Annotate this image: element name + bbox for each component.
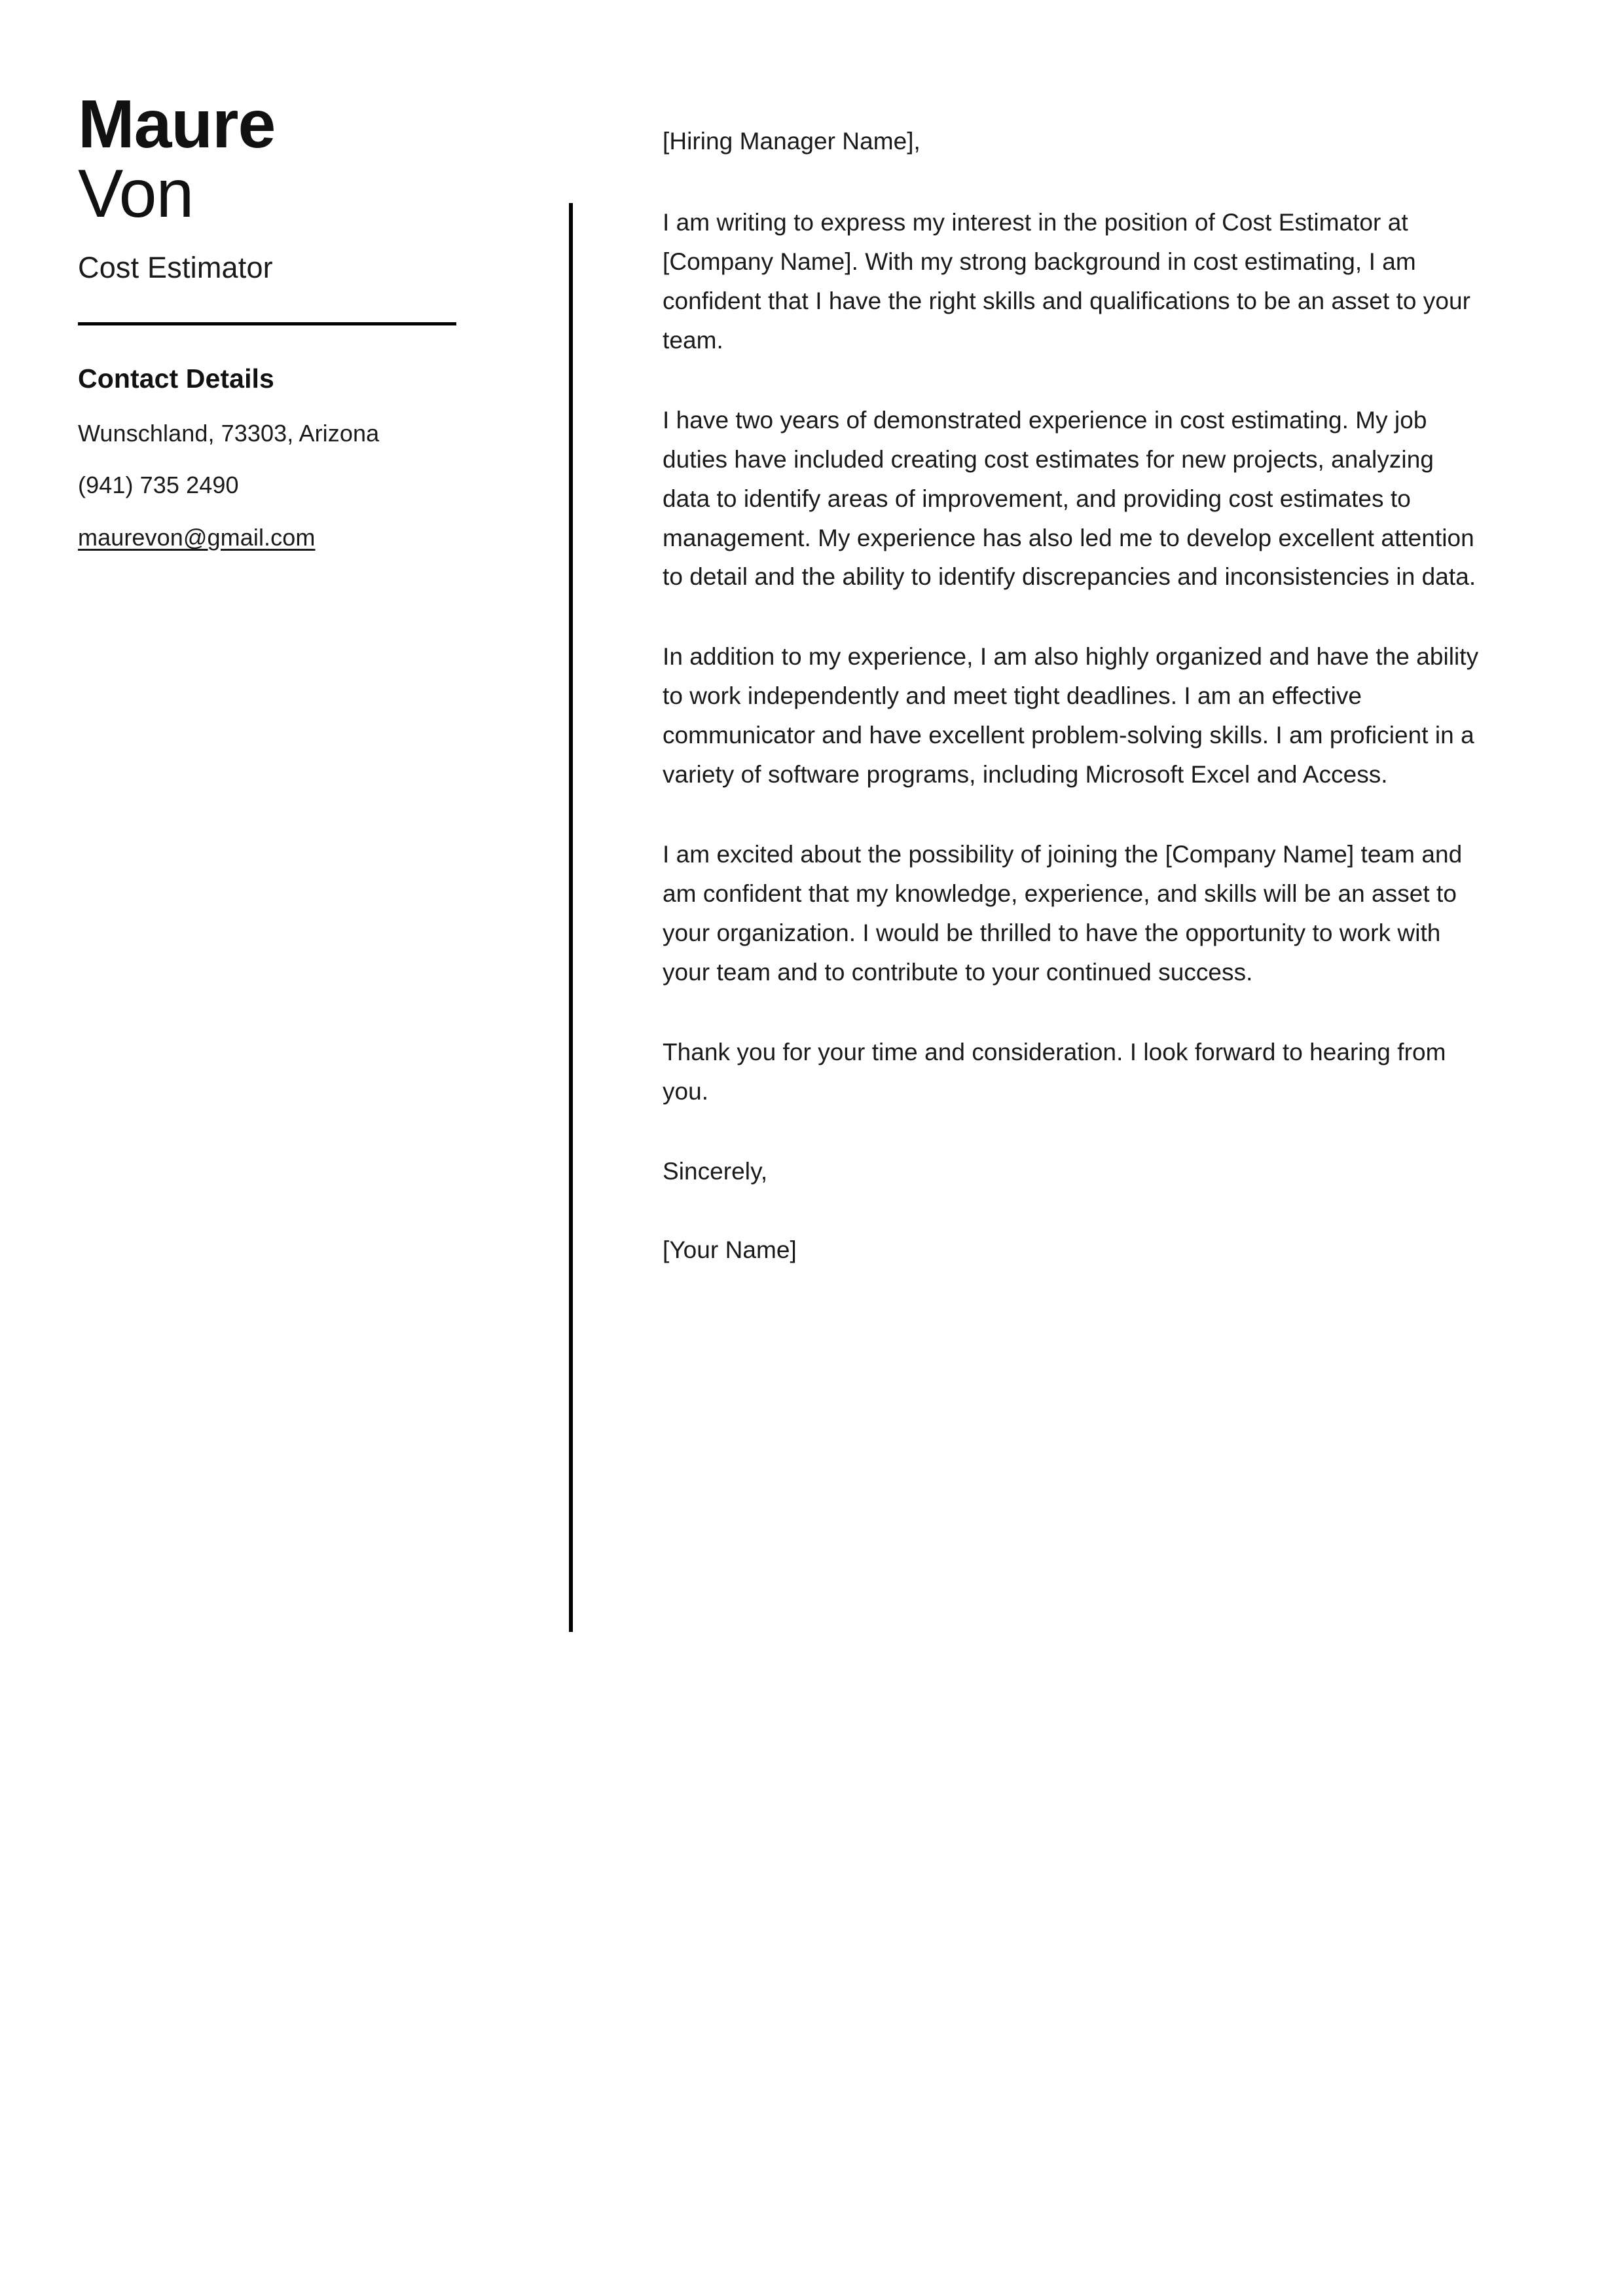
- applicant-last-name: Von: [78, 155, 194, 232]
- letter-paragraph: In addition to my experience, I am also highly organized and have the ability to work independently and meet tight deadlines. I am an effective communicator and have excellent problem-solving skills. I am proficient in a variety of software programs, including Microsoft Excel and Access.: [663, 643, 1479, 788]
- letter-closing: Sincerely,: [663, 1157, 768, 1185]
- contact-details-heading: Contact Details: [78, 363, 274, 394]
- letter-signature: [Your Name]: [663, 1236, 797, 1263]
- letter-paragraph: I have two years of demonstrated experience in cost estimating. My job duties have included creating cost estimates for new projects, analyzing data to identify areas of improvement, and providing cost estimates to management. My experience has also led me to develop excellent attention to detail and the ability to identify discrepancies and inconsistencies in data.: [663, 406, 1476, 591]
- letter-paragraph: I am writing to express my interest in the position of Cost Estimator at [Company Name]. With my strong background in cost estimating, I am confident that I have the right skills and qualifications to be an asset to your team.: [663, 208, 1470, 354]
- contact-details-list: [78, 420, 484, 551]
- sidebar: [78, 86, 484, 551]
- vertical-divider: [569, 203, 573, 1632]
- sidebar-divider-rule: [78, 322, 456, 325]
- contact-address: Wunschland, 73303, Arizona: [78, 419, 380, 447]
- applicant-first-name: Maure: [78, 86, 276, 162]
- letter-body: [663, 122, 1482, 1270]
- letter-paragraph: Thank you for your time and consideration. I look forward to hearing from you.: [663, 1038, 1446, 1105]
- letter-salutation: [Hiring Manager Name],: [663, 128, 921, 155]
- applicant-job-title: Cost Estimator: [78, 250, 273, 284]
- letter-paragraph: I am excited about the possibility of joining the [Company Name] team and am confident that my knowledge, experience, and skills will be an asset to your organization. I would be thrilled to have the opportunity to work with your team and to contribute to your continued success.: [663, 841, 1463, 986]
- contact-phone[interactable]: (941) 735 2490: [78, 472, 239, 499]
- contact-email[interactable]: maurevon@gmail.com: [78, 524, 316, 551]
- applicant-name: [78, 86, 484, 232]
